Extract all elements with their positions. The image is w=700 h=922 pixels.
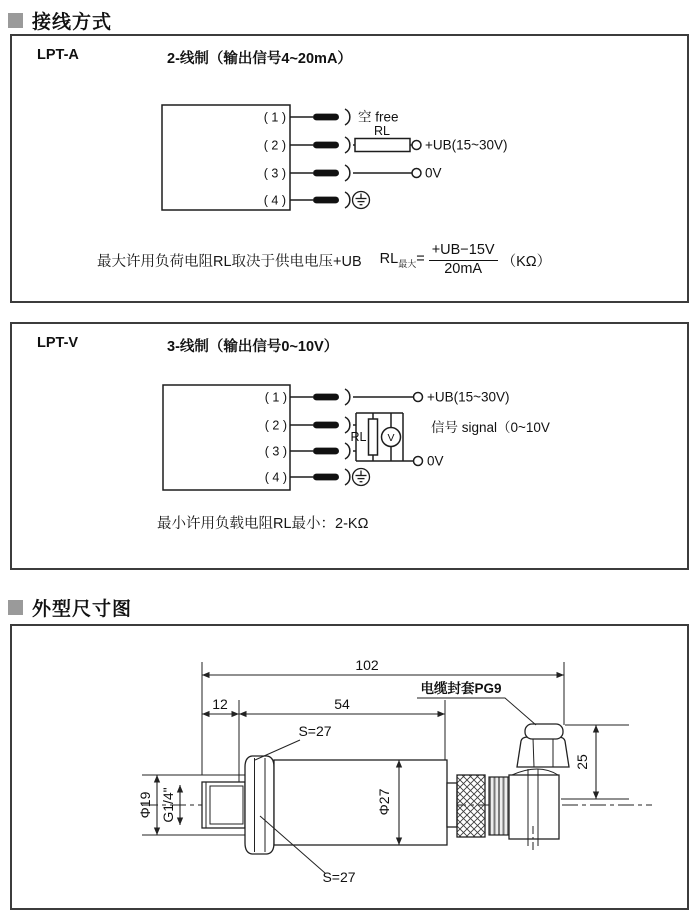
dim-label: Φ27 — [376, 788, 392, 816]
section-title: 接线方式 — [32, 12, 113, 33]
section-bullet-icon — [8, 600, 23, 615]
plug-pin-icon — [313, 394, 339, 401]
dim-54 — [239, 696, 445, 760]
plug-pin-icon — [313, 448, 339, 455]
terminal-label: ( 2 ) — [263, 138, 286, 153]
plug-pin-icon — [313, 474, 339, 481]
resistor-label: RL — [350, 430, 367, 444]
load-network — [351, 413, 550, 469]
wiring-type: 3-线制（输出信号0~10V） — [167, 339, 339, 355]
hex-nut — [245, 756, 274, 854]
transducer-body — [274, 760, 447, 845]
load-resistor — [355, 139, 410, 152]
formula-fraction — [429, 242, 498, 278]
terminal-label: ( 4 ) — [264, 470, 287, 485]
dimensions-section-header — [8, 594, 132, 621]
gland-cap — [525, 724, 563, 739]
lpt-a-wiring-diagram — [140, 98, 570, 223]
lpt-v-wiring-diagram — [140, 375, 660, 500]
terminal-circle — [414, 457, 423, 466]
plug-pin-icon — [313, 422, 339, 429]
load-resistor — [369, 419, 378, 455]
terminal-label: ( 1 ) — [264, 390, 287, 405]
ribbed-coupling — [489, 777, 509, 835]
zero-volt-label: 0V — [427, 453, 444, 469]
wrench-label: S=27 — [322, 869, 356, 885]
pin1-label: 空 free — [358, 109, 399, 125]
thread-nipple — [202, 782, 245, 828]
dim-label: 12 — [212, 696, 228, 712]
terminal-row-4 — [264, 192, 370, 209]
socket-arc-icon — [345, 469, 350, 485]
dim-label: 54 — [334, 696, 350, 712]
socket-arc-icon — [345, 165, 350, 181]
hex-nut-outline — [245, 756, 274, 854]
rl-note: 最大许用负荷电阻RL取决于供电电压+UB — [97, 253, 362, 270]
formula-numerator: +UB−15V — [429, 242, 498, 260]
terminal-row-2 — [264, 124, 508, 153]
plug-pin-icon — [313, 114, 339, 121]
ground-icon — [353, 192, 370, 209]
formula-lhs: $RL_{最大}=$ — [379, 250, 425, 269]
terminal-label: ( 2 ) — [264, 418, 287, 433]
lpt-v-panel — [10, 322, 689, 570]
terminal-circle — [414, 393, 423, 402]
knurl-outline — [457, 775, 485, 837]
terminal-row-3 — [265, 443, 356, 459]
plug-pin-icon — [313, 170, 339, 177]
lpt-v-note-row — [157, 512, 368, 533]
wiring-type: 2-线制（输出信号4~20mA） — [167, 51, 352, 67]
outline-dimension-drawing — [12, 626, 687, 908]
terminal-label: ( 3 ) — [263, 166, 286, 181]
formula-denominator: 20mA — [444, 260, 483, 277]
terminal-label: ( 1 ) — [263, 110, 286, 125]
resistor-label: RL — [374, 124, 390, 138]
dim-label: 25 — [574, 754, 590, 770]
terminal-row-2 — [265, 417, 356, 433]
wiring-section-header — [8, 7, 112, 34]
knurled-ring — [457, 775, 485, 837]
voltmeter-label: V — [387, 432, 395, 444]
connector-shoulder — [512, 769, 558, 775]
nipple-outline — [202, 782, 245, 828]
terminal-circle — [412, 141, 421, 150]
supply-label: +UB(15~30V) — [425, 137, 508, 153]
terminal-label: ( 3 ) — [264, 444, 287, 459]
terminal-row-1 — [264, 109, 399, 125]
leader-line — [417, 698, 536, 725]
body-neck — [447, 783, 457, 827]
rl-note: 最小许用负载电阻RL最小：2-KΩ — [157, 516, 369, 532]
terminal-label: ( 4 ) — [263, 193, 286, 208]
dim-25 — [561, 725, 629, 799]
cable-connector — [509, 724, 569, 852]
terminal-circle — [412, 169, 421, 178]
lpt-a-note-row — [97, 236, 677, 284]
ground-icon — [353, 469, 370, 486]
plug-pin-icon — [313, 197, 339, 204]
gland-label: 电缆封套PG9 — [420, 681, 502, 696]
model-name: LPT-A — [37, 47, 79, 63]
supply-label: +UB(15~30V) — [427, 389, 510, 405]
wrench-label: S=27 — [298, 723, 332, 739]
signal-label: 信号 signal（0~10V — [431, 420, 550, 435]
socket-arc-icon — [345, 389, 350, 405]
socket-arc-icon — [345, 192, 350, 208]
socket-arc-icon — [345, 137, 350, 153]
plug-pin-icon — [313, 142, 339, 149]
section-title: 外型尺寸图 — [32, 599, 133, 620]
zero-volt-label: 0V — [425, 165, 442, 181]
wrench-size-top-callout — [255, 723, 332, 760]
rl-formula — [380, 242, 551, 278]
gland-hex — [517, 737, 569, 767]
socket-arc-icon — [345, 109, 350, 125]
cable-gland-callout — [417, 680, 536, 725]
dim-label: G1/4" — [160, 787, 176, 823]
model-name: LPT-V — [37, 335, 79, 351]
terminal-row-1 — [265, 389, 510, 405]
connector-body — [509, 775, 559, 839]
section-bullet-icon — [8, 13, 23, 28]
dim-label: Φ19 — [137, 791, 153, 819]
dim-label: 102 — [355, 657, 379, 673]
dim-12 — [202, 696, 239, 782]
socket-arc-icon — [345, 443, 350, 459]
socket-arc-icon — [345, 417, 350, 433]
formula-unit: （KΩ） — [501, 253, 552, 270]
dimensions-panel — [10, 624, 689, 910]
terminal-row-4 — [265, 469, 370, 486]
leader-line — [255, 740, 300, 760]
lpt-a-panel — [10, 34, 689, 303]
